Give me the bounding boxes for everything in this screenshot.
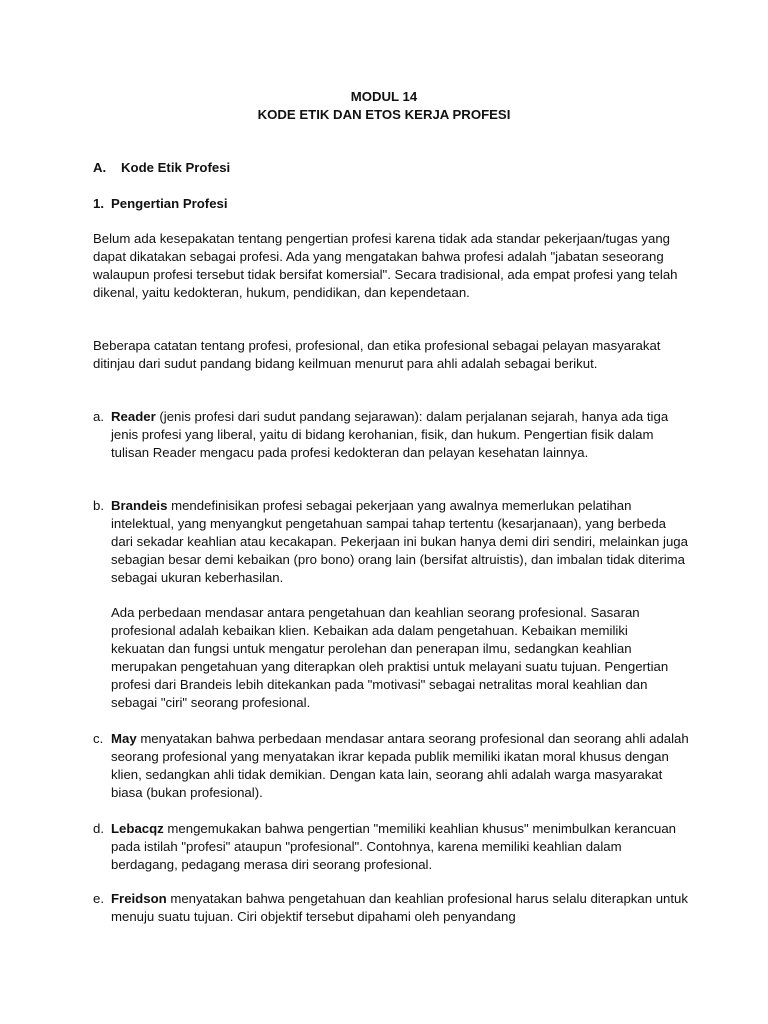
- expert-name: Lebacqz: [111, 821, 164, 836]
- module-number: MODUL 14: [350, 89, 418, 104]
- list-item-body: [111, 497, 689, 587]
- list-item-continuation: Ada perbedaan mendasar antara pengetahuan dan keahlian seorang profesional. Sasaran profesional adalah kebaikan klien. Kebaikan ada dalam pengetahuan. Kebaikan memiliki kekuatan dan fungsi untuk mengatur perolehan dan penerapan ilmu, sedangkan keahlian merupakan pengetahuan yang diterapkan oleh praktisi untuk melayani suatu tujuan. Pengertian profesi dari Brandeis lebih ditekankan pada "motivasi" sebagai netralitas moral keahlian dan sebagai "ciri" seorang profesional.: [111, 605, 669, 710]
- list-item-text: menyatakan bahwa perbedaan mendasar antara seorang profesional dan seorang ahli adalah seorang profesional yang menyatakan ikrar kepada publik memiliki ikatan moral khusus dengan klien, sedangkan ahli tidak demikian. Dengan kata lain, seorang ahli adalah warga masyarakat biasa (bukan profesional).: [111, 731, 689, 800]
- expert-name: May: [111, 731, 137, 746]
- list-item-text: mengemukakan bahwa pengertian "memiliki keahlian khusus" menimbulkan kerancuan pada istilah "profesi" ataupun "profesional". Contohnya, karena memiliki keahlian dalam berdagang, pedagang merasa diri seorang profesional.: [111, 821, 676, 872]
- list-item-body: [111, 890, 689, 926]
- section-a-marker: A.: [93, 160, 107, 175]
- list-marker: e.: [93, 891, 104, 906]
- list-item-text: menyatakan bahwa pengetahuan dan keahlian profesional harus selalu diterapkan untuk menuju suatu tujuan. Ciri objektif tersebut dipahami oleh penyandang: [111, 891, 688, 924]
- list-item-text: (jenis profesi dari sudut pandang sejarawan): dalam perjalanan sejarah, hanya ada tiga jenis profesi yang liberal, yaitu di bidang kerohanian, fisik, dan hukum. Pengertian fisik dalam tulisan Reader mengacu pada profesi kedokteran dan pelayan kesehatan lainnya.: [111, 409, 669, 460]
- section-a-title: Kode Etik Profesi: [121, 160, 231, 175]
- paragraph-notes: Beberapa catatan tentang profesi, profesional, dan etika profesional sebagai pelayan masyarakat ditinjau dari sudut pandang bidang keilmuan menurut para ahli adalah sebagai berikut.: [93, 338, 661, 371]
- expert-name: Freidson: [111, 891, 167, 906]
- list-marker: a.: [93, 409, 104, 424]
- paragraph-intro: Belum ada kesepakatan tentang pengertian profesi karena tidak ada standar pekerjaan/tugas yang dapat dikatakan sebagai profesi. Ada yang mengatakan bahwa profesi adalah "jabatan seseorang walaupun profesi tersebut tidak bersifat komersial". Secara tradisional, ada empat profesi yang telah dikenal, yaitu kedokteran, hukum, pendidikan, dan kependetaan.: [93, 231, 678, 300]
- expert-name: Brandeis: [111, 498, 168, 513]
- subsection-1-marker: 1.: [93, 196, 104, 211]
- module-title: KODE ETIK DAN ETOS KERJA PROFESI: [257, 107, 511, 122]
- list-item-body: [111, 408, 689, 462]
- expert-name: Reader: [111, 409, 156, 424]
- list-marker: d.: [93, 821, 104, 836]
- list-item-body: [111, 730, 689, 802]
- list-item-body: [111, 820, 689, 874]
- subsection-1-title: Pengertian Profesi: [111, 196, 228, 211]
- list-item-text: mendefinisikan profesi sebagai pekerjaan yang awalnya memerlukan pelatihan intelektual, yang menyangkut pengetahuan sampai tahap tertentu (kesarjanaan), yang berbeda dari sekadar keahlian atau kecakapan. Pekerjaan ini bukan hanya demi diri sendiri, melainkan juga sebagian besar demi kebaikan (pro bono) orang lain (bersifat altruistis), dan imbalan tidak diterima sebagai ukuran keberhasilan.: [111, 498, 688, 585]
- list-marker: b.: [93, 498, 104, 513]
- list-marker: c.: [93, 731, 104, 746]
